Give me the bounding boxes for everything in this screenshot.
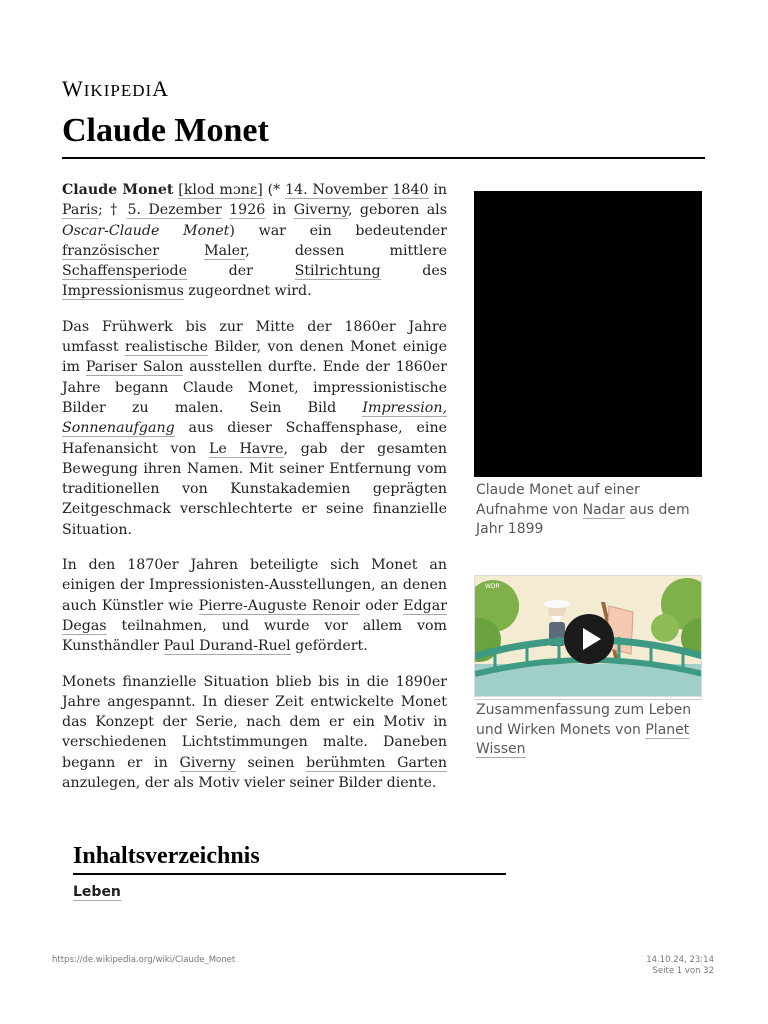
play-icon [564,614,614,664]
paragraph-1890s: Monets finanzielle Situation blieb bis in die 1890er Jahre angespannt. In dieser Zeit entwickelte Monet das Konzept der Serie, nach dem er ein Motiv in verschiedenen Lichtstimmungen malte. Daneben begann er in Giverny seinen berühmten Garten anzulegen, der als Motiv vieler seiner Bilder diente. [62,673,447,792]
link-planet-wissen[interactable]: Planet Wissen [476,721,690,757]
toc-divider [73,873,506,875]
article-body [62,180,447,808]
link-impressionism[interactable]: Impressionismus [62,283,184,300]
link-pronunciation[interactable]: [klod mɔnɛ] [178,182,263,198]
photo-caption: Claude Monet auf einer Aufnahme von Nadar aus dem Jahr 1899 [476,482,690,537]
link-death-year[interactable]: 1926 [229,202,266,219]
subject-name: Claude Monet [62,182,174,198]
link-painter[interactable]: Maler [204,242,246,259]
link-impression-sunrise[interactable]: Impression, Sonnenaufgang [62,399,447,437]
paragraph-1870s: In den 1870er Jahren beteiligte sich Monet an einigen der Impressionisten-Ausstellungen, an denen auch Künstler wie Pierre-Auguste Renoir oder Edgar Degas teilnahmen, und wurde vor allem vom Kunsthändler Paul Durand-Ruel gefördert. [62,557,447,655]
footer-meta [646,955,714,977]
link-paris-salon[interactable]: Pariser Salon [85,359,184,376]
wikipedia-wordmark[interactable]: WIKIPEDIA [62,76,170,101]
link-realism[interactable]: realistische [124,339,208,356]
toc-item-leben[interactable]: Leben [73,884,121,900]
link-death-day[interactable]: 5. Dezember [127,202,222,219]
video-caption: Zusammenfassung zum Leben und Wirken Monets von Planet Wissen [476,702,692,757]
video-divider [474,699,702,700]
print-datetime: 14.10.24, 23:14 [646,955,714,965]
link-art-style[interactable]: Stilrichtung [294,263,381,280]
play-button[interactable] [564,614,614,664]
link-giverny-2[interactable]: Giverny [179,754,236,771]
link-paris[interactable]: Paris [62,202,98,219]
birth-name: Oscar-Claude Monet [62,222,230,239]
link-birth-year[interactable]: 1840 [392,182,429,198]
link-monet-garden[interactable]: berühmten Garten [306,754,447,771]
video-thumbnail[interactable] [474,575,702,697]
link-creative-period[interactable]: Schaffensperiode [62,263,187,280]
portrait-photo[interactable] [474,191,702,477]
link-french[interactable]: französischer [62,242,160,259]
title-divider [62,157,705,159]
paragraph-intro: Claude Monet [klod mɔnɛ] (* 14. November 1840 in Paris; † 5. Dezember 1926 in Giverny, geboren als Oscar-Claude Monet) war ein bedeutender französischer Maler, dessen mittlere Schaffensperiode der Stilrichtung des Impressionismus zugeordnet wird. [62,182,448,300]
paragraph-early-work: Das Frühwerk bis zur Mitte der 1860er Jahre umfasst realistische Bilder, von denen Monet einige im Pariser Salon ausstellen durfte. Ende der 1860er Jahre begann Claude Monet, impressionistische Bilder zu malen. Sein Bild Impression, Sonnenaufgang aus dieser Schaffensphase, eine Hafenansicht von Le Havre, gab der gesamten Bewegung ihren Namen. Mit seiner Entfernung vom traditionellen von Kunstakademien geprägten Zeitgeschmack verschlechterte er seine finanzielle Situation. [62,318,448,538]
broadcaster-logo: WDR [485,583,500,590]
link-renoir[interactable]: Pierre-Auguste Renoir [198,597,361,614]
toc-heading: Inhaltsverzeichnis [73,843,260,869]
link-birth-day[interactable]: 14. November [285,182,388,198]
link-nadar[interactable]: Nadar [582,501,625,518]
page-number: Seite 1 von 32 [652,966,714,976]
footer-url: https://de.wikipedia.org/wiki/Claude_Monet [52,955,236,965]
link-le-havre[interactable]: Le Havre [208,440,284,457]
link-degas[interactable]: Edgar Degas [62,597,447,634]
link-giverny[interactable]: Giverny [293,202,349,219]
page-title: Claude Monet [62,112,269,149]
link-durand-ruel[interactable]: Paul Durand-Ruel [163,638,291,655]
